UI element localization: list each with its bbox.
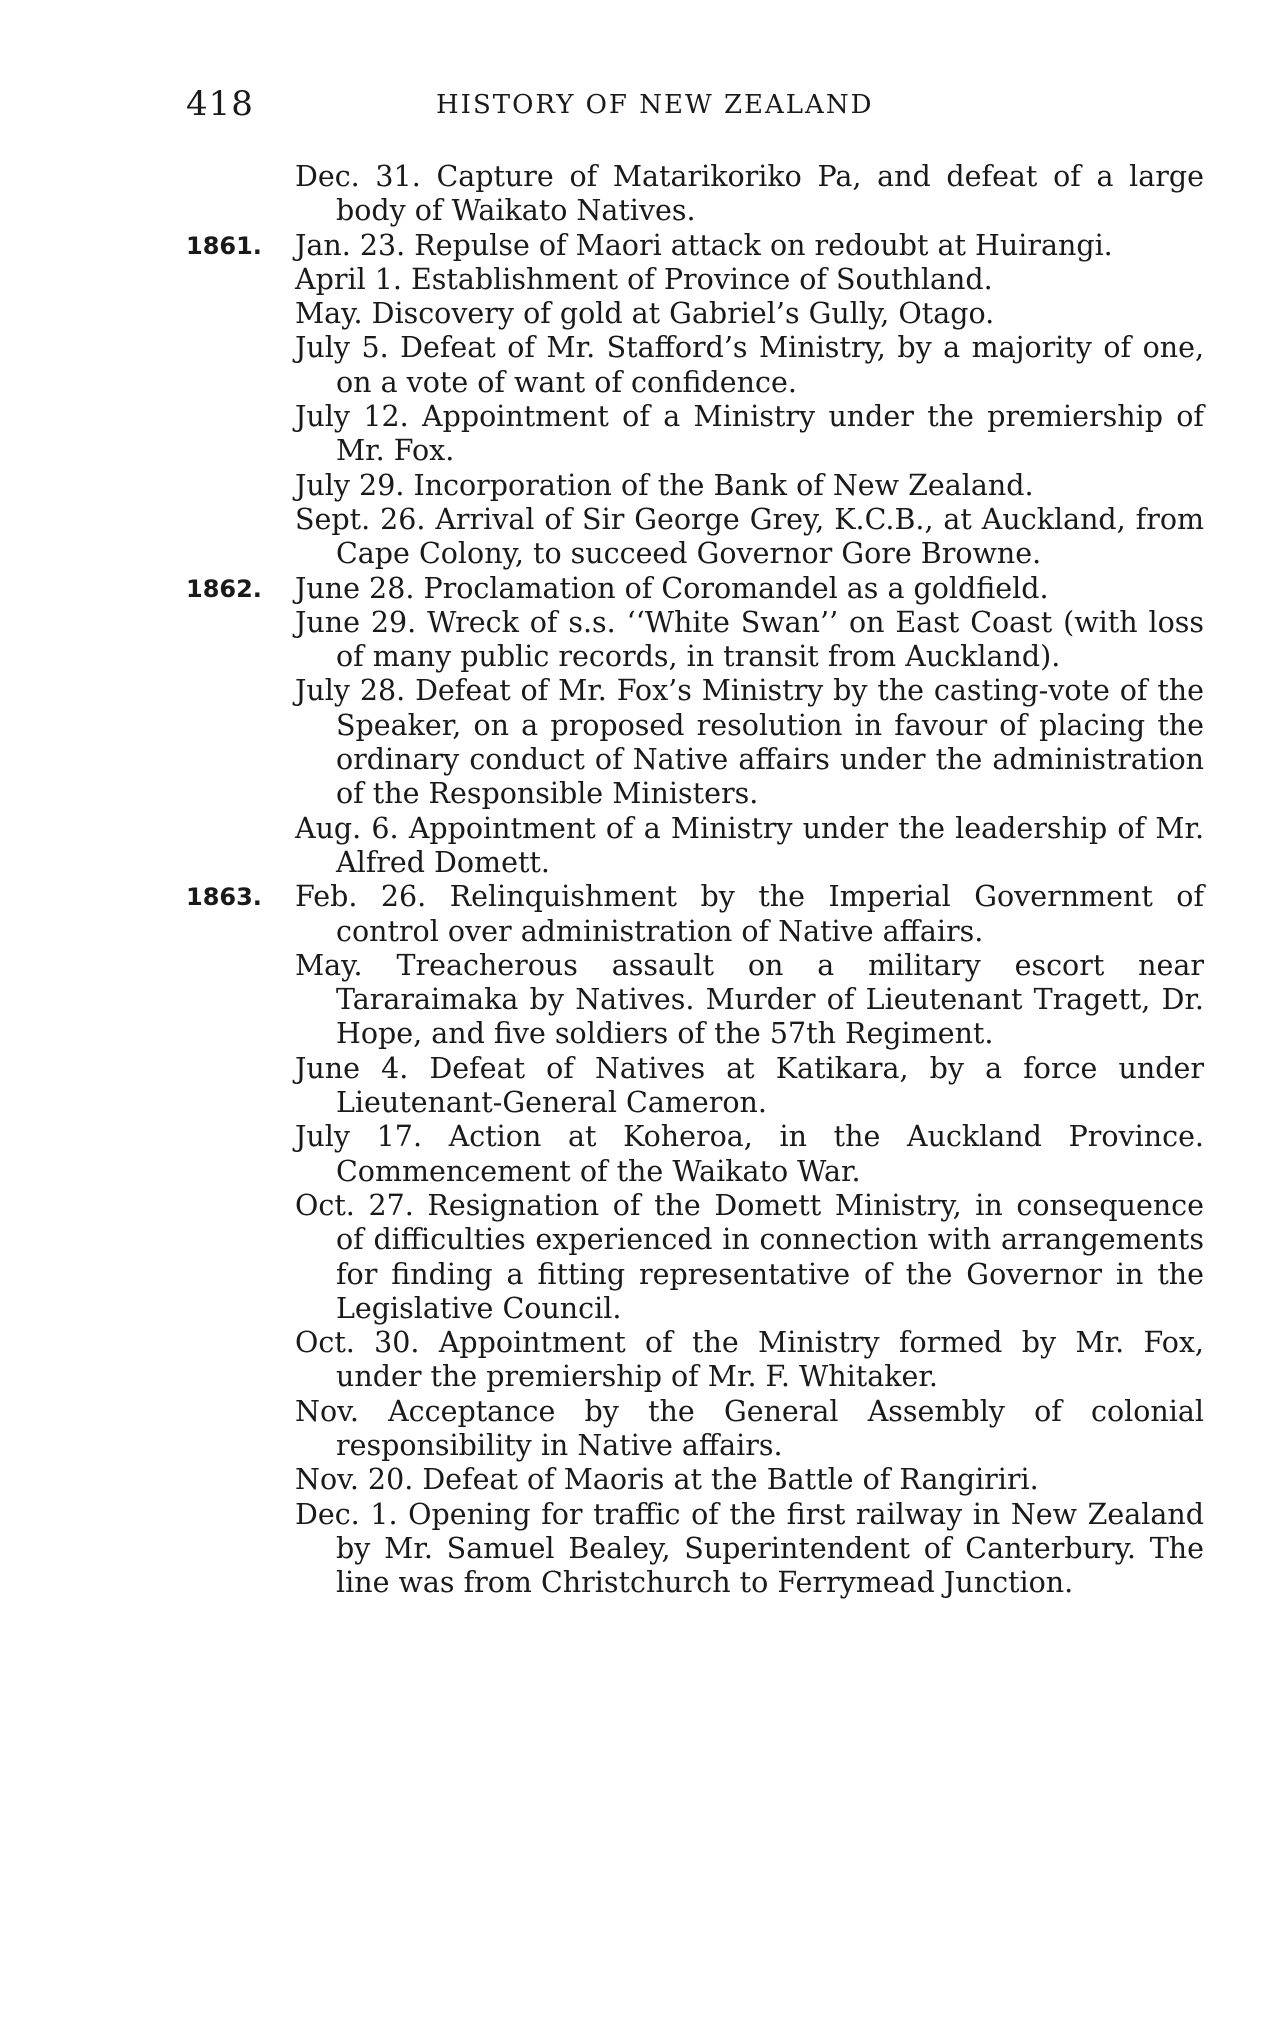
chronology-entry bbox=[186, 572, 1176, 606]
entry-event: Capture of Matarikoriko Pa, and defeat of a large body of Waikato Natives. bbox=[336, 160, 1204, 228]
chronology-entry bbox=[186, 1463, 1176, 1497]
page-header bbox=[186, 84, 1176, 134]
entry-date: Dec. 31. bbox=[295, 160, 421, 193]
entry-date: Aug. 6. bbox=[295, 811, 399, 845]
entry-date: June 4. bbox=[295, 1051, 409, 1085]
entry-event: Incorporation of the Bank of New Zealand. bbox=[413, 468, 1034, 502]
entry-event: Wreck of s.s. ‘‘White Swan’’ on East Coast (with loss of many public records, in transit from Auckland). bbox=[336, 605, 1204, 674]
entry-event: Resignation of the Domett Ministry, in consequence of difficulties experienced in connection with arrangements for finding a fitting representative of the Governor in the Legislative Council. bbox=[336, 1188, 1204, 1325]
chronology-entry bbox=[186, 297, 1176, 331]
entry-event: Appointment of a Ministry under the premiership of Mr. Fox. bbox=[336, 400, 1204, 468]
entry-date: Oct. 27. bbox=[295, 1188, 414, 1222]
chronology-entry bbox=[186, 1188, 1204, 1326]
chronology-entry bbox=[186, 229, 1176, 263]
entry-event: Proclamation of Coromandel as a goldfield. bbox=[423, 571, 1049, 605]
chronology-entry bbox=[186, 605, 1204, 675]
entry-event: Establishment of Province of Southland. bbox=[411, 262, 993, 296]
chronology-entry bbox=[186, 674, 1204, 811]
entry-event: Defeat of Maoris at the Battle of Rangiriri. bbox=[422, 1463, 1039, 1497]
chronology-entry bbox=[186, 1497, 1204, 1601]
entry-event: Relinquishment by the Imperial Government of control over administration of Native affairs. bbox=[336, 880, 1204, 948]
entry-date: Feb. 26. bbox=[295, 880, 427, 914]
chronology-entry bbox=[186, 263, 1176, 297]
entry-event: Repulse of Maori attack on redoubt at Huirangi. bbox=[414, 228, 1113, 262]
chronology-entry bbox=[186, 1120, 1204, 1189]
entry-event: Appointment of the Ministry formed by Mr. Fox, under the premiership of Mr. F. Whitaker. bbox=[336, 1326, 1204, 1394]
chronology-entry bbox=[186, 331, 1205, 400]
entry-year: 1861. bbox=[186, 231, 262, 260]
entry-date: Oct. 30. bbox=[295, 1326, 420, 1360]
entry-event: Discovery of gold at Gabriel’s Gully, Otago. bbox=[371, 297, 995, 331]
entry-date: June 29. bbox=[295, 605, 417, 639]
page-number: 418 bbox=[186, 84, 254, 124]
chronology-entry bbox=[186, 1394, 1204, 1464]
chronology-list bbox=[186, 160, 1205, 1600]
chronology-entry bbox=[186, 469, 1176, 503]
entry-event: Arrival of Sir George Grey, K.C.B., at Auckland, from Cape Colony, to succeed Governor Gore Browne. bbox=[336, 502, 1205, 571]
entry-date: Dec. 1. bbox=[295, 1497, 398, 1531]
chronology-entry bbox=[186, 880, 1204, 949]
entry-date: July 28. bbox=[295, 674, 406, 708]
entry-date: Jan. 23. bbox=[295, 228, 406, 262]
chronology-entry bbox=[186, 1326, 1204, 1395]
entry-year: 1863. bbox=[186, 883, 262, 912]
entry-event: Appointment of a Ministry under the leadership of Mr. Alfred Domett. bbox=[336, 811, 1204, 879]
entry-date: July 29. bbox=[295, 468, 405, 502]
chronology-entry bbox=[186, 400, 1204, 469]
entry-date: June 28. bbox=[295, 571, 415, 605]
entry-date: July 17. bbox=[295, 1120, 422, 1154]
chronology-entry bbox=[186, 811, 1204, 881]
entry-date: July 12. bbox=[295, 400, 409, 434]
entry-event: Defeat of Natives at Katikara, by a force under Lieutenant-General Cameron. bbox=[336, 1051, 1204, 1120]
entry-event: Acceptance by the General Assembly of colonial responsibility in Native affairs. bbox=[336, 1394, 1204, 1462]
chronology-entry bbox=[186, 502, 1205, 572]
entry-date: Nov. bbox=[295, 1394, 359, 1428]
entry-date: April 1. bbox=[295, 262, 402, 296]
entry-event: Opening for traffic of the first railway in New Zealand by Mr. Samuel Bealey, Superintendent of Canterbury. The line was from Christchurch to Ferrymead Junction. bbox=[336, 1497, 1204, 1600]
chronology-entry bbox=[186, 948, 1204, 1052]
entry-event: Action at Koheroa, in the Auckland Province. Commencement of the Waikato War. bbox=[336, 1120, 1204, 1188]
entry-event: Treacherous assault on a military escort near Tararaimaka by Natives. Murder of Lieutenant Tragett, Dr. Hope, and five soldiers of the 57th Regiment. bbox=[336, 948, 1204, 1051]
entry-date: July 5. bbox=[295, 331, 389, 365]
entry-date: Nov. 20. bbox=[295, 1463, 414, 1497]
entry-event: Defeat of Mr. Fox’s Ministry by the casting-vote of the Speaker, on a proposed resolution in favour of placing the ordinary conduct of Native affairs under the administration of the Responsible Ministers. bbox=[336, 674, 1204, 811]
chronology-entry bbox=[186, 160, 1204, 229]
running-head: HISTORY OF NEW ZEALAND bbox=[436, 90, 874, 120]
chronology-entry bbox=[186, 1051, 1204, 1121]
entry-date: May. bbox=[295, 948, 363, 982]
entry-date: May. bbox=[295, 297, 363, 331]
entry-event: Defeat of Mr. Stafford’s Ministry, by a majority of one, on a vote of want of confidence. bbox=[336, 331, 1205, 399]
entry-year: 1862. bbox=[186, 574, 262, 603]
entry-date: Sept. 26. bbox=[295, 502, 426, 536]
